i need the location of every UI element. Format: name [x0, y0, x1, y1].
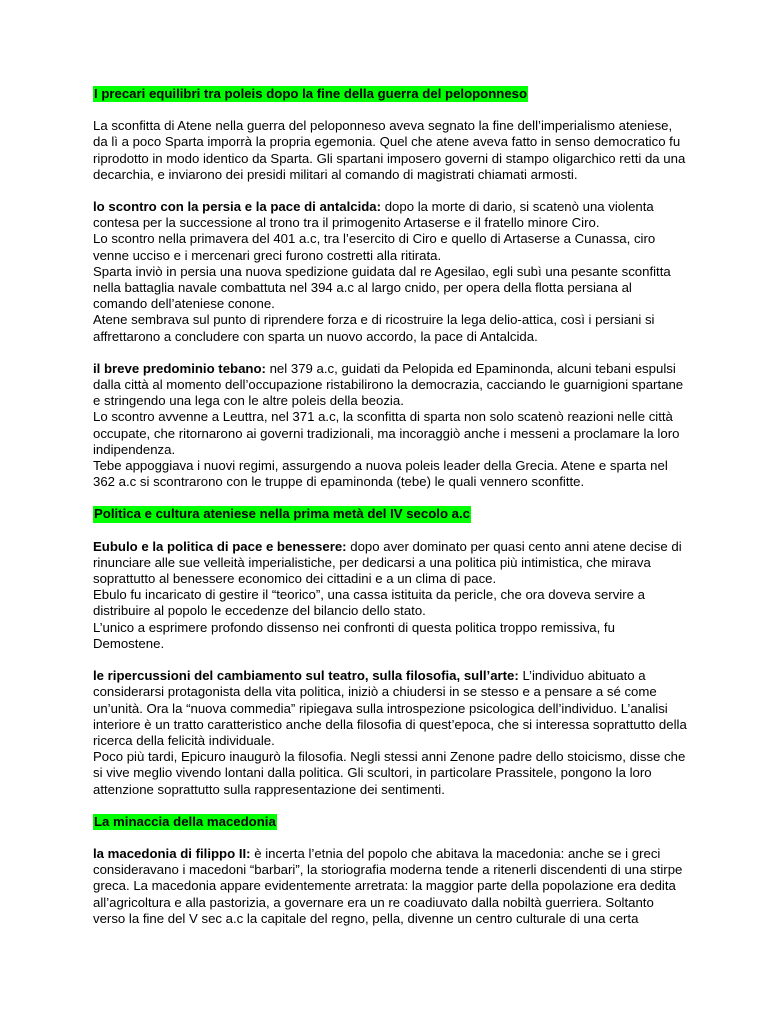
text-line: si vive meglio vivendo lontani dalla politica. Gli scultori, in particolare Prassitele, pongono la loro — [93, 765, 652, 781]
section-heading-text: La minaccia della macedonia — [94, 813, 276, 829]
text-line: Lo scontro nella primavera del 401 a.c, tra l’esercito di Ciro e quello di Artaserse a Cunassa, ciro — [93, 231, 656, 247]
section-heading-text: Politica e cultura ateniese nella prima metà del IV secolo a.c — [94, 506, 470, 522]
paragraph-title: le ripercussioni del cambiamento sul teatro, sulla filosofia, sull’arte: — [93, 668, 519, 684]
text-line: distribuire al popolo le eccedenze del bilancio dello stato. — [93, 603, 426, 619]
text-line: dalla città al momento dell’occupazione ristabilirono la democrazia, cacciando le guarnigioni spartane — [93, 377, 684, 393]
paragraph-text: nel 379 a.c, guidati da Pelopida ed Epaminonda, alcuni tebani espulsi — [265, 360, 676, 376]
text-line: venne ucciso e i mercenari greci furono costretti alla ritirata. — [93, 247, 442, 263]
paragraph-title: il breve predominio tebano: — [93, 360, 266, 376]
paragraph-title: Eubulo e la politica di pace e benessere: — [93, 538, 347, 554]
text-line: occupate, che ritornarono ai governi tradizionali, ma incoraggiò anche i messeni a proclamare la loro — [93, 425, 680, 441]
text-line: verso la fine del V sec a.c la capitale del regno, pella, divenne un centro culturale di una certa — [93, 910, 639, 926]
text-line: ricerca della felicità individuale. — [93, 732, 275, 748]
text-line: nella battaglia navale combattuta nel 394 a.c al largo cnido, per opera della flotta persiana al — [93, 280, 632, 296]
text-line — [93, 668, 683, 684]
text-line: L’unico a esprimere profondo dissenso nei confronti di questa politica troppo remissiva, fu — [93, 619, 615, 635]
text-line: affrettarono a concludere con sparta un nuovo accordo, la pace di Antalcida. — [93, 328, 538, 344]
text-line: riprodotto in modo identico da Sparta. Gli spartani imposero governi di stampo oligarchico retti da una — [93, 150, 686, 166]
paragraph-text: dopo la morte di dario, si scatenò una violenta — [381, 199, 654, 215]
text-line: 362 a.c si scontrarono con le truppe di epaminonda (tebe) le quali vennero sconfitte. — [93, 474, 585, 490]
text-line — [93, 199, 683, 215]
text-line: Poco più tardi, Epicuro inaugurò la filosofia. Negli stessi anni Zenone padre dello stoicismo, disse che — [93, 749, 686, 765]
text-line: un’unità. Ora la “nuova commedia” ripiegava sulla introspezione psicologica dell’individuo. L’analisi — [93, 700, 668, 716]
text-line: consideravano i macedoni “barbari”, la storiografia moderna tende a ritenerli discendenti di una stirpe — [93, 862, 683, 878]
paragraph-title: la macedonia di filippo II: — [93, 845, 251, 861]
paragraph-intro — [93, 118, 686, 183]
text-line: indipendenza. — [93, 441, 176, 457]
paragraph-text: è incerta l’etnia del popolo che abitava la macedonia: anche se i greci — [250, 845, 661, 861]
text-line: comando dell’ateniese conone. — [93, 296, 275, 312]
text-line: interiore è un tratto caratteristico anche della filosofia di quest’epoca, che si interessa soprattutto della — [93, 716, 687, 732]
paragraph-title: lo scontro con la persia e la pace di antalcida: — [93, 199, 382, 215]
text-line: greca. La macedonia appare evidentemente arretrata: la maggior parte della popolazione era dedita — [93, 878, 676, 894]
section-heading-2 — [93, 506, 683, 522]
text-line: rinunciare alle sue velleità imperialistiche, per dedicarsi a una politica più intimistica, che mirava — [93, 554, 651, 570]
text-line: e stringendo una lega con le altre poleis della beozia. — [93, 393, 404, 409]
text-line: Tebe appoggiava i nuovi regimi, assurgendo a nuova poleis leader della Grecia. Atene e sparta nel — [93, 458, 668, 474]
paragraph-ripercussioni — [93, 668, 687, 798]
text-line: Sparta inviò in persia una nuova spedizione guidata dal re Agesilao, egli subì una pesante sconfitta — [93, 263, 671, 279]
paragraph-eubulo — [93, 539, 683, 652]
paragraph-filippo — [93, 846, 683, 927]
paragraph-tebano — [93, 361, 683, 491]
text-line — [93, 361, 683, 377]
text-line: Atene sembrava sul punto di riprendere forza e di ricostruire la lega delio-attica, così i persiani si — [93, 312, 655, 328]
text-line: decarchia, e inviarono dei presidi militari al comando di magistrati chiamati armosti. — [93, 166, 578, 182]
section-heading-3 — [93, 814, 683, 830]
text-line: Ebulo fu incaricato di gestire il “teorico”, una cassa istituita da pericle, che ora doveva servire a — [93, 587, 645, 603]
text-line: considerarsi protagonista della vita politica, iniziò a chiudersi in se stesso e a pensare a sé come — [93, 684, 657, 700]
document-page — [93, 86, 687, 927]
paragraph-text: L’individuo abituato a — [518, 668, 646, 684]
text-line: da lì a poco Sparta imporrà la propria egemonia. Quel che atene aveva fatto in senso democratico fu — [93, 134, 681, 150]
text-line: La sconfitta di Atene nella guerra del peloponneso aveva segnato la fine dell’imperialismo ateniese, — [93, 118, 673, 134]
text-line: Lo scontro avvenne a Leuttra, nel 371 a.c, la sconfitta di sparta non solo scatenò reazioni nelle città — [93, 409, 673, 425]
text-line: Demostene. — [93, 635, 165, 651]
section-heading-text: I precari equilibri tra poleis dopo la fine della guerra del peloponneso — [94, 86, 528, 101]
paragraph-persia — [93, 199, 683, 345]
text-line: all’agricoltura e alla pastorizia, a governare era un re coadiuvato dalla nobiltà guerriera. Soltanto — [93, 894, 654, 910]
text-line: attenzione soprattutto sulla rappresentazione dei sentimenti. — [93, 781, 445, 797]
text-line: soprattutto al benessere economico dei cittadini e a un clima di pace. — [93, 571, 497, 587]
paragraph-text: dopo aver dominato per quasi cento anni atene decise di — [346, 538, 682, 554]
text-line: contesa per la successione al trono tra il primogenito Artaserse e il fratello minore Ciro. — [93, 215, 600, 231]
section-heading-1 — [93, 86, 683, 102]
text-line — [93, 846, 683, 862]
text-line — [93, 539, 683, 555]
